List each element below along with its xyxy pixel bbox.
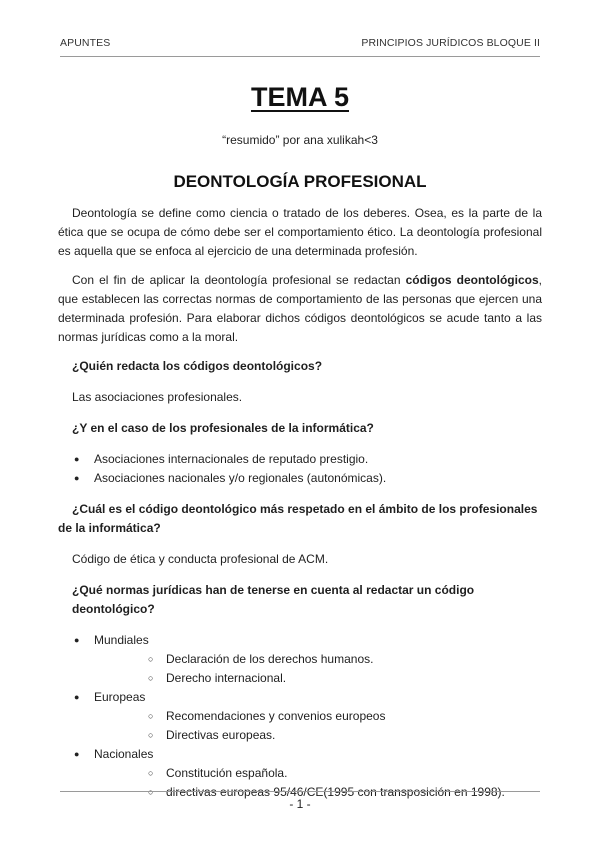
list-informatics-associations bbox=[58, 450, 542, 488]
paragraph-codes-end: , que establecen las correctas normas de comportamiento de las personas que ejercen una determinada profesión. Para elaborar dichos códigos deontológicos se acude tanto a las normas jurídicas como a la moral. bbox=[58, 273, 542, 344]
question-most-respected-code: ¿Cuál es el código deontológico más respetado en el ámbito de los profesionales de la informática? bbox=[58, 502, 538, 535]
list-item-label: Europeas bbox=[94, 690, 146, 704]
list-item-label: Nacionales bbox=[94, 747, 154, 761]
sublist-item: ○ Derecho internacional. bbox=[94, 669, 542, 688]
page-number: - 1 - bbox=[289, 797, 311, 811]
answer-most-respected-code: Código de ética y conducta profesional de ACM. bbox=[72, 552, 329, 566]
list-legal-norms bbox=[58, 631, 542, 802]
subtitle: “resumido” por ana xulikah<3 bbox=[222, 133, 378, 147]
sublist-item: ○ Declaración de los derechos humanos. bbox=[94, 650, 542, 669]
header-divider bbox=[60, 56, 540, 57]
question-legal-norms: ¿Qué normas jurídicas han de tenerse en cuenta al redactar un código deontológico? bbox=[72, 583, 475, 616]
paragraph-codes-start: Con el fin de aplicar la deontología profesional se redactan bbox=[72, 273, 406, 287]
sublist-item: ○ Constitución española. bbox=[94, 764, 542, 783]
list-item: ● Asociaciones internacionales de reputado prestigio. bbox=[58, 450, 542, 469]
list-item-mundiales bbox=[58, 631, 542, 688]
list-item-nacionales bbox=[58, 745, 542, 802]
question-who-writes: ¿Quién redacta los códigos deontológicos? bbox=[72, 359, 323, 373]
paragraph-codes-bold: códigos deontológicos bbox=[405, 273, 539, 287]
list-item-label: Mundiales bbox=[94, 633, 149, 647]
sublist-mundiales bbox=[94, 650, 542, 688]
document-body bbox=[58, 204, 542, 814]
answer-who-writes: Las asociaciones profesionales. bbox=[72, 390, 243, 404]
paragraph-definition: Deontología se define como ciencia o tratado de los deberes. Osea, es la parte de la ética que se ocupa de cómo debe ser el comportamiento ético. La deontología profesional es aquella que se enfoca al ejercicio de una determinada profesión. bbox=[58, 206, 542, 258]
sublist-item: ○ Recomendaciones y convenios europeos bbox=[94, 707, 542, 726]
paragraph-codes bbox=[58, 271, 542, 347]
list-item-europeas bbox=[58, 688, 542, 745]
header-right: PRINCIPIOS JURÍDICOS BLOQUE II bbox=[361, 37, 540, 49]
list-item: ● Asociaciones nacionales y/o regionales (autonómicas). bbox=[58, 469, 542, 488]
page-title: TEMA 5 bbox=[250, 82, 349, 112]
header-left: APUNTES bbox=[60, 37, 111, 49]
footer-divider bbox=[60, 791, 540, 792]
sublist-europeas bbox=[94, 707, 542, 745]
question-informatics: ¿Y en el caso de los profesionales de la informática? bbox=[72, 421, 374, 435]
sublist-item: ○ directivas europeas 95/46/CE(1995 con transposición en 1998). bbox=[94, 783, 542, 802]
sublist-item: ○ Directivas europeas. bbox=[94, 726, 542, 745]
section-title: DEONTOLOGÍA PROFESIONAL bbox=[173, 172, 427, 191]
